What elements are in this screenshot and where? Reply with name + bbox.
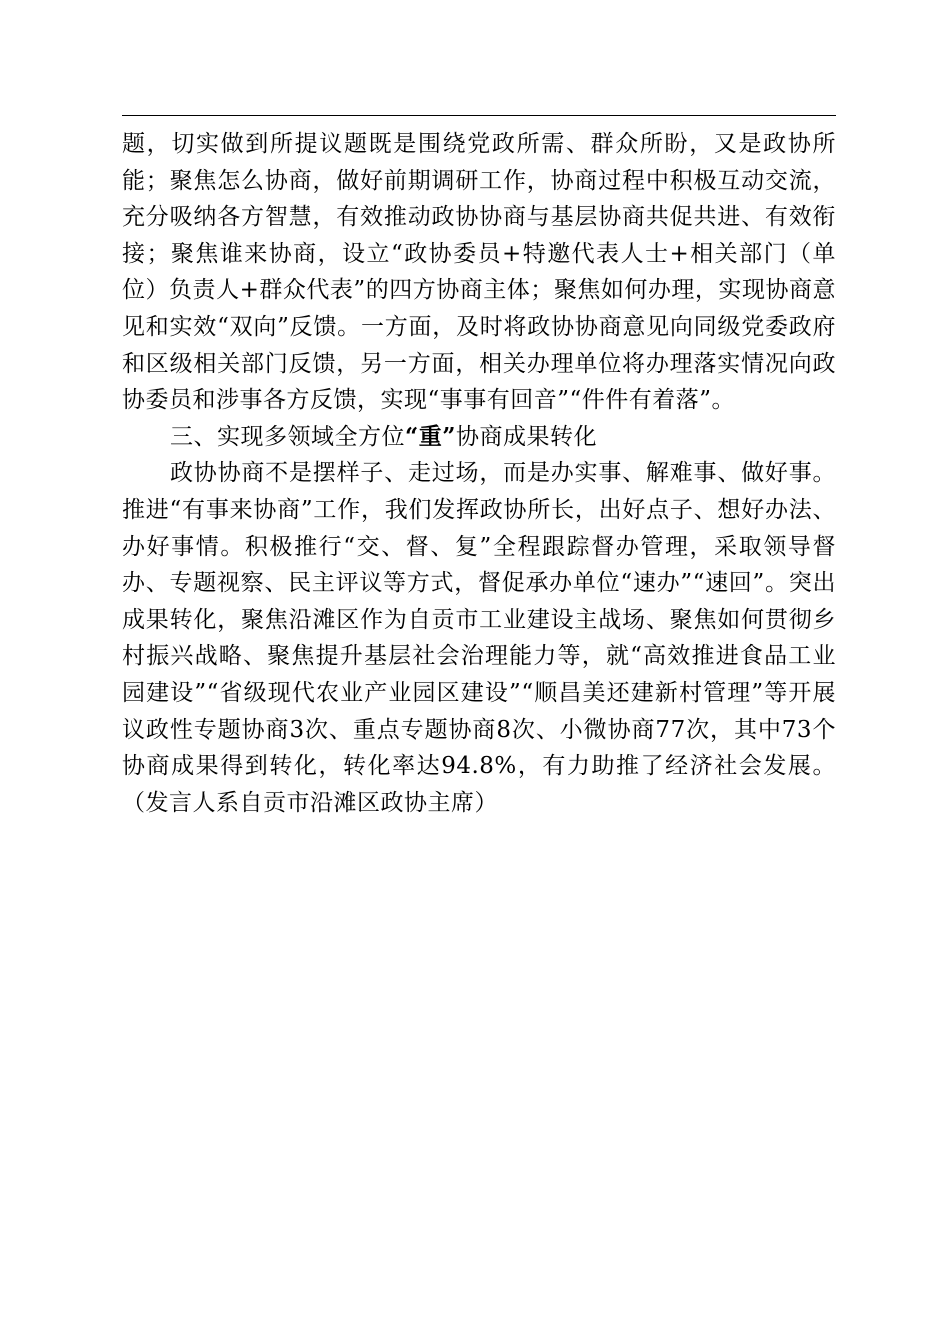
body-text [122,126,836,821]
section-heading-emphasis: “重” [405,422,456,450]
paragraph-continuation: 题，切实做到所提议题既是围绕党政所需、群众所盼，又是政协所能；聚焦怎么协商，做好前期调研工作，协商过程中积极互动交流，充分吸纳各方智慧，有效推动政协协商与基层协商共促共进、有效衔接；聚焦谁来协商，设立“政协委员+特邀代表人士+相关部门（单位）负责人+群众代表”的四方协商主体；聚焦如何办理，实现协商意见和实效“双向”反馈。一方面，及时将政协协商意见向同级党委政府和区级相关部门反馈，另一方面，相关办理单位将办理落实情况向政协委员和涉事各方反馈，实现“事事有回音”“件件有着落”。 [122,131,836,414]
section-heading-suffix: 协商成果转化 [455,423,597,450]
header-rule [122,115,836,116]
section-heading-prefix: 三、实现多领域全方位 [170,423,405,450]
paragraph-body: 政协协商不是摆样子、走过场，而是办实事、解难事、做好事。推进“有事来协商”工作，我们发挥政协所长，出好点子、想好办法、办好事情。积极推行“交、督、复”全程跟踪督办管理，采取领导督办、专题视察、民主评议等方式，督促承办单位“速办”“速回”。突出成果转化，聚焦沿滩区作为自贡市工业建设主战场、聚焦如何贯彻乡村振兴战略、聚焦提升基层社会治理能力等，就“高效推进食品工业园建设”“省级现代农业产业园区建设”“顺昌美还建新村管理”等开展议政性专题协商3次、重点专题协商8次、小微协商77次，其中73个协商成果得到转化，转化率达94.8%，有力助推了经济社会发展。（发言人系自贡市沿滩区政协主席） [122,460,836,816]
section-heading [122,419,836,456]
